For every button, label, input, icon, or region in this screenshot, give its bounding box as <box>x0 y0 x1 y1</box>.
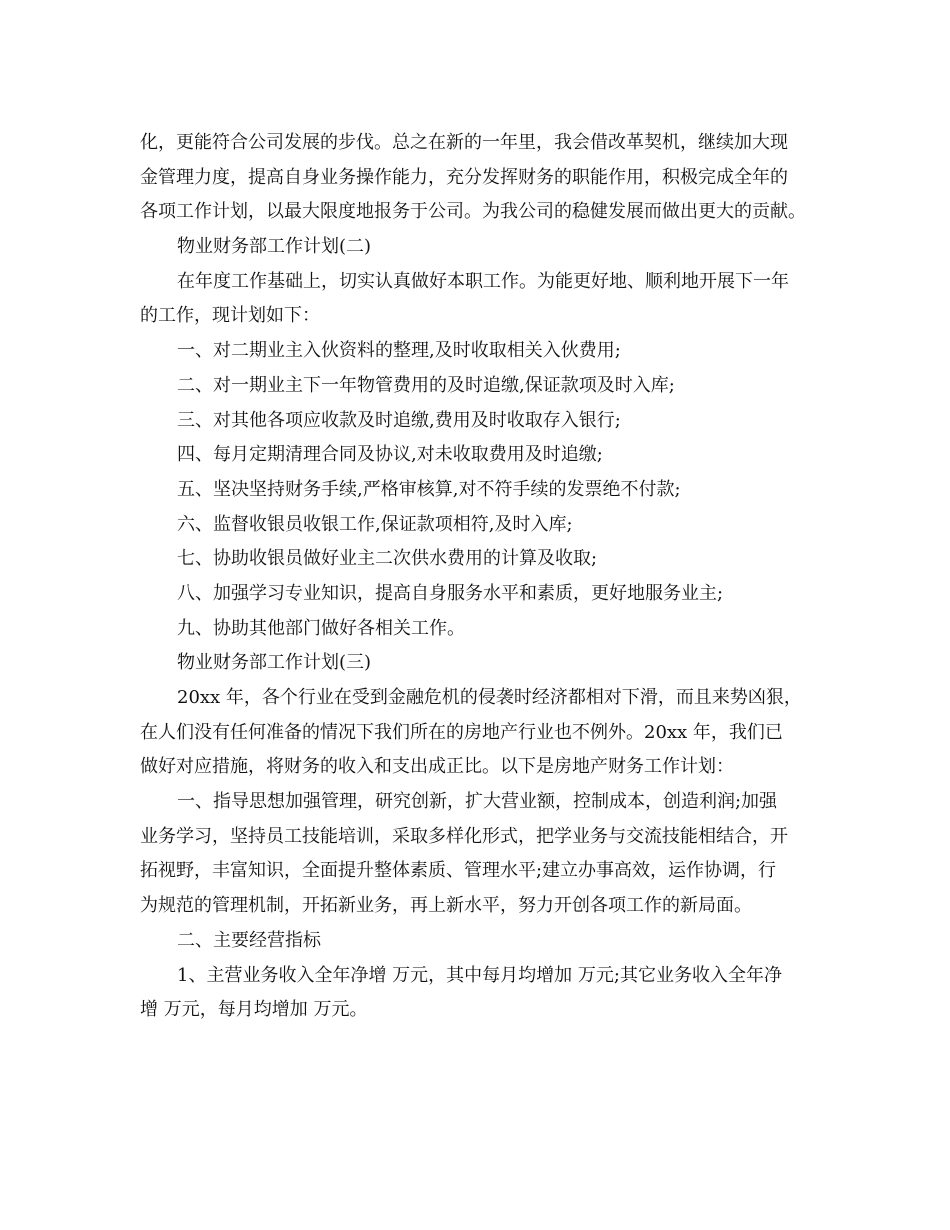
list-item: 六、监督收银员收银工作,保证款项相符,及时入库; <box>177 513 573 535</box>
list-item: 四、每月定期清理合同及协议,对未收取费用及时追缴; <box>177 444 603 466</box>
paragraph-line: 在年度工作基础上，切实认真做好本职工作。为能更好地、顺利地开展下一年 <box>177 270 789 292</box>
section-heading: 物业财务部工作计划(二) <box>177 236 372 258</box>
paragraph-line: 金管理力度，提高自身业务操作能力，充分发挥财务的职能作用，积极完成全年的 <box>140 166 788 188</box>
list-item: 一、对二期业主入伙资料的整理,及时收取相关入伙费用; <box>177 340 621 362</box>
paragraph-line: 20xx 年，各个行业在受到金融危机的侵袭时经济都相对下滑，而且来势凶狠， <box>177 687 802 708</box>
list-item: 三、对其他各项应收款及时追缴,费用及时收取存入银行; <box>177 409 621 431</box>
section-heading: 物业财务部工作计划(三) <box>177 652 372 674</box>
paragraph-line: 一、指导思想加强管理，研究创新，扩大营业额，控制成本，创造利润;加强 <box>177 791 778 813</box>
section-heading: 二、主要经营指标 <box>177 929 321 951</box>
paragraph-line: 在人们没有任何准备的情况下我们所在的房地产行业也不例外。20xx 年，我们已 <box>140 721 783 743</box>
document-body <box>140 126 830 1028</box>
paragraph-line: 各项工作计划，以最大限度地报务于公司。为我公司的稳健发展而做出更大的贡献。 <box>140 201 806 223</box>
list-item: 二、对一期业主下一年物管费用的及时追缴,保证款项及时入库; <box>177 374 675 396</box>
list-item: 九、协助其他部门做好各相关工作。 <box>177 617 465 639</box>
paragraph-line: 做好对应措施，将财务的收入和支出成正比。以下是房地产财务工作计划： <box>140 756 734 778</box>
paragraph-line: 拓视野，丰富知识，全面提升整体素质、管理水平;建立办事高效，运作协调，行 <box>140 860 777 882</box>
paragraph-line: 为规范的管理机制，开拓新业务，再上新水平，努力开创各项工作的新局面。 <box>140 895 752 917</box>
paragraph-line: 业务学习，坚持员工技能培训，采取多样化形式，把学业务与交流技能相结合，开 <box>140 825 788 847</box>
paragraph-line: 增 万元，每月均增加 万元。 <box>140 999 368 1021</box>
paragraph-line: 1、主营业务收入全年净增 万元，其中每月均增加 万元;其它业务收入全年净 <box>177 964 782 986</box>
list-item: 八、加强学习专业知识，提高自身服务水平和素质，更好地服务业主; <box>177 582 724 604</box>
list-item: 五、坚决坚持财务手续,严格审核算,对不符手续的发票绝不付款; <box>177 478 681 500</box>
paragraph-line: 的工作，现计划如下： <box>140 305 320 327</box>
list-item: 七、协助收银员做好业主二次供水费用的计算及收取; <box>177 548 598 570</box>
paragraph-line: 化，更能符合公司发展的步伐。总之在新的一年里，我会借改革契机，继续加大现 <box>140 132 788 153</box>
